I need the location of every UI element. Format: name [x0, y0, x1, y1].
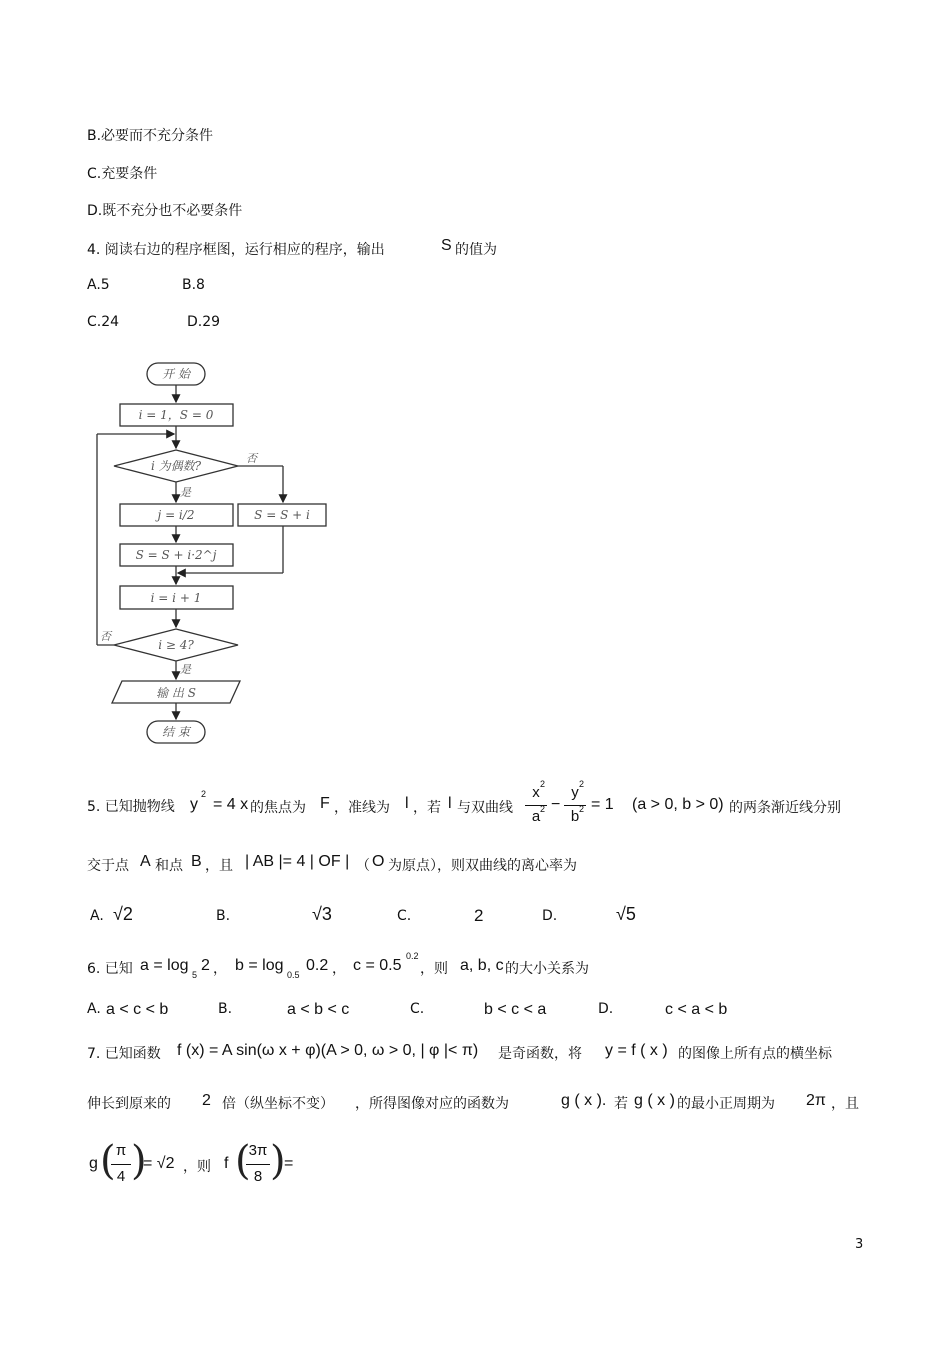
q5-frac2-num: y	[571, 784, 579, 801]
q5-l2: l	[448, 795, 452, 812]
q4-option-c: C.24	[87, 314, 120, 330]
flow-no1-label: 否	[246, 452, 257, 465]
q5-l2-e: ，且	[205, 858, 233, 874]
flow-cond2-label: i ≥ 4?	[158, 638, 194, 652]
q5-stem-j: 与双曲线	[457, 800, 513, 816]
q5-A: A	[140, 853, 151, 870]
flow-end-label: 结 束	[162, 725, 190, 739]
q7-l3-frac2-den: 8	[253, 1168, 263, 1185]
flowchart	[90, 355, 340, 750]
q7-func: f (x) = A sin(ω x + φ)(A > 0, ω > 0, | φ |< π)	[177, 1042, 479, 1059]
q5-l2-i: 为原点），则双曲线的离心率为	[388, 858, 577, 874]
q5-frac2-num-sup: 2	[579, 779, 585, 789]
page-number: 3	[855, 1237, 864, 1252]
q5-frac1-num-sup: 2	[540, 779, 546, 789]
q5-option-a: √2	[113, 904, 133, 924]
q7-c: 是奇函数，将	[498, 1046, 582, 1062]
q5-stem-a: 5. 已知抛物线	[87, 799, 175, 815]
q5-option-b: √3	[312, 904, 332, 924]
q6-option-d-label: D.	[598, 1001, 614, 1017]
q7-l3-paren-open-2: (	[235, 1138, 251, 1184]
q6-option-a-label: A.	[87, 1001, 101, 1017]
q6-option-b: a < b < c	[287, 1001, 350, 1018]
q4-option-a: A.5	[87, 277, 110, 293]
q6-f: c = 0.5	[353, 957, 402, 974]
q7-l3-then: ，则	[183, 1159, 211, 1175]
q5-eq: = 4 x	[213, 796, 249, 813]
q7-l2-j: ，且	[831, 1096, 859, 1112]
q6-option-c-label: C.	[410, 1001, 425, 1017]
q5-abs: | AB |= 4 | OF |	[245, 853, 350, 870]
q5-y: y	[190, 796, 198, 813]
flow-yes1-label: 是	[180, 486, 191, 499]
q5-option-d-label: D.	[542, 908, 558, 924]
q7-l2-b: 2	[202, 1092, 211, 1109]
q7-l3-end: =	[284, 1155, 294, 1172]
q5-eq1: = 1	[591, 796, 614, 813]
q5-stem-d: 的焦点为	[250, 800, 306, 816]
q7-l3-paren-close-2: )	[270, 1138, 286, 1184]
q5-stem-f: ，准线为	[334, 800, 390, 816]
q6-option-c: b < c < a	[484, 1001, 547, 1018]
flow-s2-label: S = S + i·2^j	[135, 548, 217, 562]
q5-stem-end: 的两条渐近线分别	[729, 800, 841, 816]
q6-f-sup: 0.2	[406, 951, 419, 961]
q5-B: B	[191, 853, 202, 870]
flow-yes2-label: 是	[180, 663, 191, 676]
q4-option-d: D.29	[187, 314, 221, 330]
q7-l3-paren-close-1: )	[131, 1138, 147, 1184]
q6-d: b = log	[235, 957, 284, 974]
q5-frac1-num: x	[532, 784, 540, 801]
q6-d-sub: 0.5	[287, 970, 300, 980]
q6-e: ，	[332, 961, 346, 977]
q7-l3-frac1-den: 4	[116, 1168, 126, 1185]
q7-l2-d: ，所得图像对应的函数为	[355, 1096, 509, 1112]
q7-l3-g: g	[89, 1155, 98, 1172]
q6-g: ，则	[420, 961, 448, 977]
q6-a: 6. 已知	[87, 961, 133, 977]
q5-O: O	[372, 853, 385, 870]
q7-d: y = f ( x )	[605, 1042, 668, 1059]
q5-frac2-den: b	[570, 808, 580, 825]
q3-option-d: D.既不充分也不必要条件	[87, 203, 243, 219]
q7-l2-f: 若	[614, 1096, 628, 1112]
q4-stem-var: S	[441, 237, 452, 254]
q4-stem-post: 的值为	[455, 242, 497, 258]
q5-frac2-den-sup: 2	[579, 804, 585, 814]
flow-output-label: 输 出 S	[156, 686, 196, 700]
q7-l3-frac2-num: 3π	[248, 1142, 268, 1159]
q4-stem-pre: 4. 阅读右边的程序框图，运行相应的程序，输出	[87, 242, 385, 258]
q7-l2-c: 倍（纵坐标不变）	[222, 1096, 334, 1112]
q7-l3-eq: = √2	[143, 1155, 175, 1172]
q5-option-a-label: A.	[90, 908, 104, 924]
q5-F: F	[320, 795, 330, 812]
q6-option-a: a < c < b	[106, 1001, 169, 1018]
q6-option-b-label: B.	[218, 1001, 233, 1017]
flow-s1-label: S = S + i	[254, 508, 310, 522]
q6-b2: 2	[201, 957, 210, 974]
q5-option-d: √5	[616, 904, 636, 924]
q7-l2-i: 2π	[806, 1092, 826, 1109]
q5-y-sup: 2	[201, 789, 207, 799]
q5-cond: (a > 0, b > 0)	[632, 796, 724, 813]
q3-option-c: C.充要条件	[87, 166, 158, 182]
q5-option-c-label: C.	[397, 908, 412, 924]
q5-stem-h: ，若	[413, 800, 441, 816]
q5-l2-g: （	[356, 858, 370, 874]
q6-i: 的大小关系为	[505, 961, 589, 977]
q5-option-b-label: B.	[216, 908, 231, 924]
q5-l2-a: 交于点	[87, 858, 129, 874]
q6-b: a = log	[140, 957, 189, 974]
q6-c: ，	[213, 961, 227, 977]
q6-option-d: c < a < b	[665, 1001, 728, 1018]
q7-l3-paren-open-1: (	[100, 1138, 116, 1184]
q5-l2-c: 和点	[155, 858, 183, 874]
q7-l3-frac1-bar	[111, 1164, 131, 1165]
q5-frac1-den: a	[531, 808, 541, 825]
q5-l: l	[405, 795, 409, 812]
q7-l3-frac2-bar	[246, 1164, 270, 1165]
q7-a: 7. 已知函数	[87, 1046, 161, 1062]
q4-option-b: B.8	[182, 277, 205, 293]
q5-minus: −	[551, 796, 561, 813]
q6-b-sub: 5	[192, 970, 198, 980]
flow-j-label: j = i/2	[157, 508, 195, 522]
q7-l2-h: 的最小正周期为	[677, 1096, 775, 1112]
q7-e: 的图像上所有点的横坐标	[678, 1046, 832, 1062]
flow-start-label: 开 始	[162, 367, 190, 381]
flow-cond1-label: i 为偶数?	[150, 459, 202, 473]
q4-stem	[87, 239, 385, 259]
q6-h: a, b, c	[460, 957, 504, 974]
q7-l2-a: 伸长到原来的	[87, 1096, 171, 1112]
q7-l2-e: g ( x ).	[561, 1092, 607, 1109]
flow-i-label: i = i + 1	[150, 591, 202, 605]
q5-option-c: 2	[474, 906, 484, 925]
q5-frac1-den-sup: 2	[540, 804, 546, 814]
q3-option-b: B.必要而不充分条件	[87, 128, 214, 144]
q7-l3-f: f	[224, 1155, 229, 1172]
q7-l3-frac1-num: π	[115, 1142, 127, 1159]
flow-init-label: i = 1，S = 0	[138, 408, 214, 422]
flow-no2-label: 否	[100, 630, 111, 643]
q7-l2-g: g ( x )	[634, 1092, 675, 1109]
q6-d2: 0.2	[306, 957, 329, 974]
